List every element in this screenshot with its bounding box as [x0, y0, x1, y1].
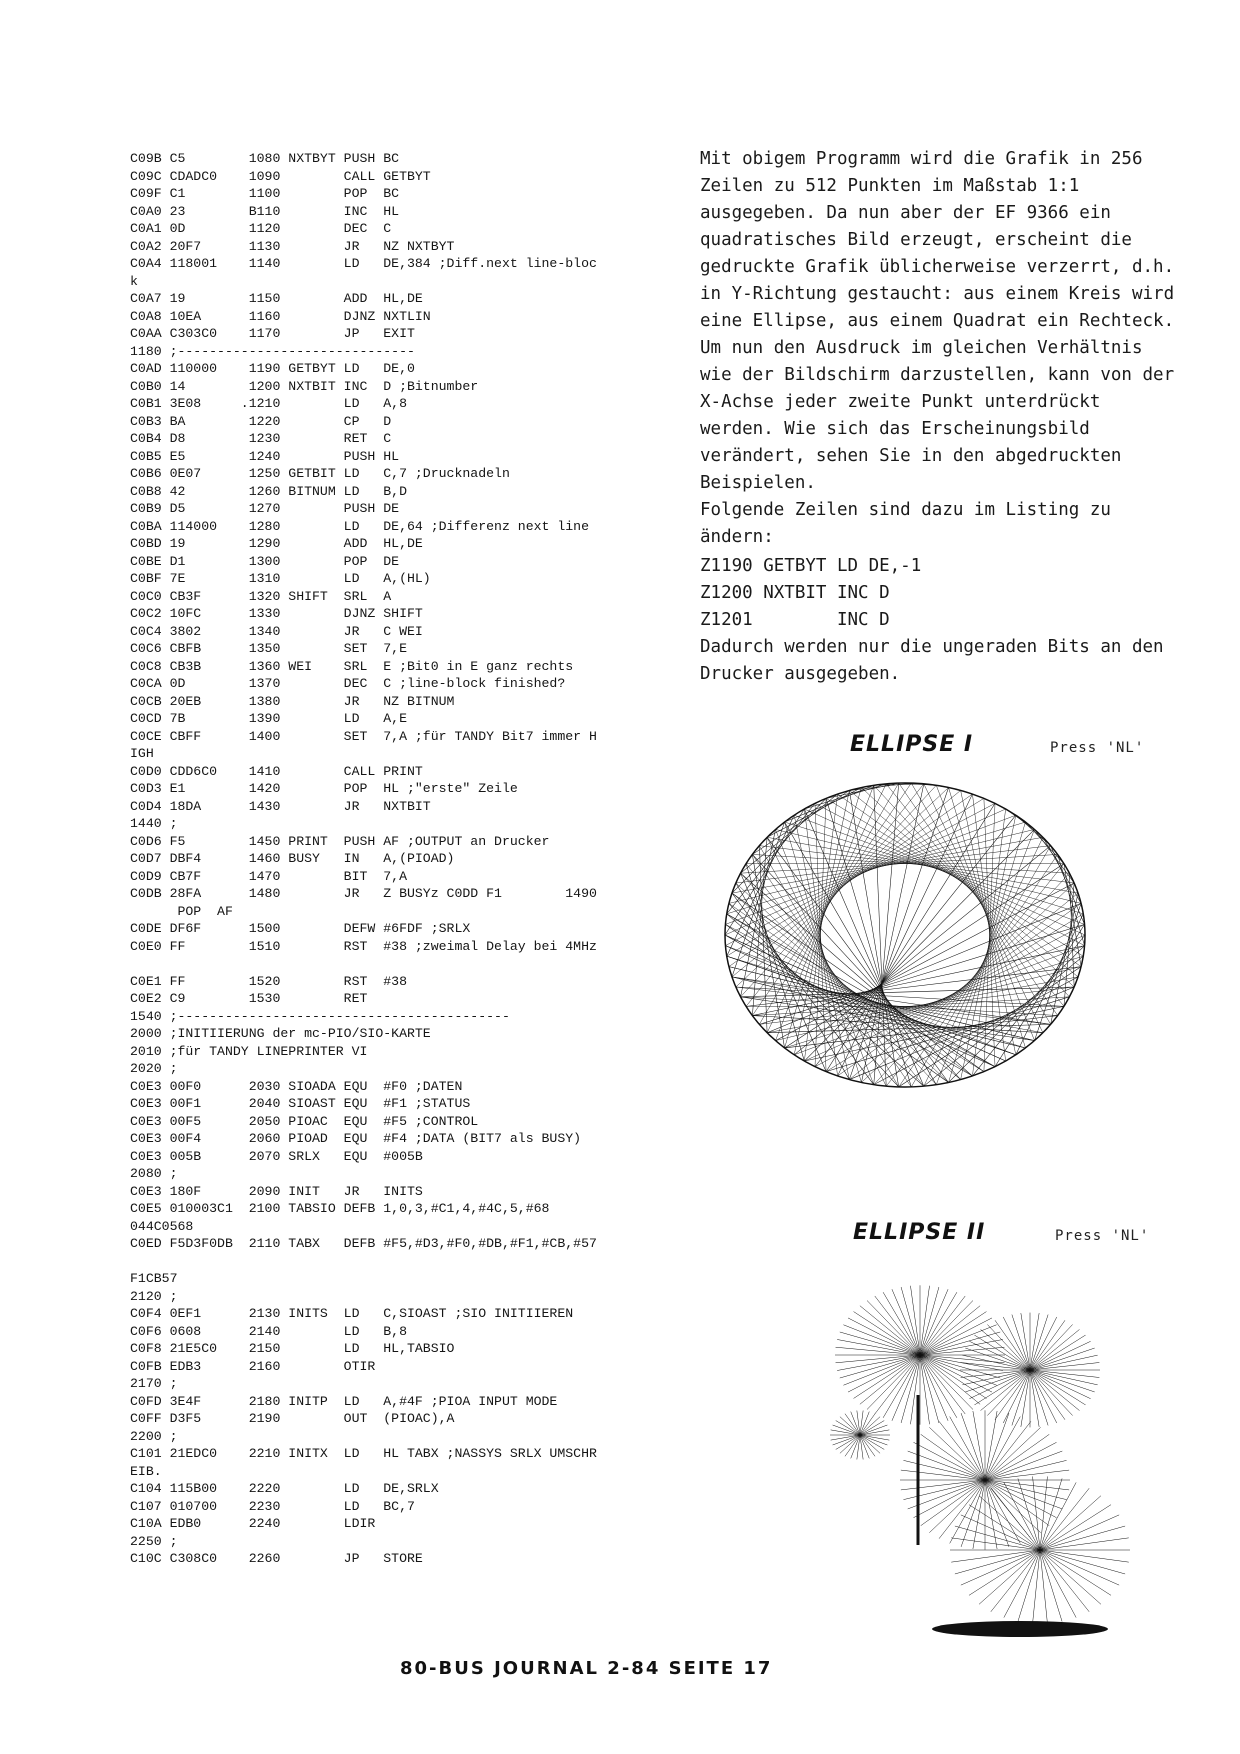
- ellipse-2-ray: [1040, 1550, 1089, 1612]
- ellipse-2-ray: [1012, 1370, 1030, 1425]
- ellipse-2-ray: [985, 1434, 1049, 1480]
- listing-line: 2170 ;: [130, 1376, 178, 1391]
- ellipse-2-ray: [840, 1332, 920, 1355]
- ellipse-2-ray: [892, 1355, 920, 1421]
- ellipse-2-ray: [920, 1312, 986, 1355]
- paragraph-1: Mit obigem Programm wird die Grafik in 256 Zeilen zu 512 Punkten im Maßstab 1:1 ausgegeben. Da nun aber der EF 9366 ein quadratisches Bild erzeugt, erscheint die gedruckte Grafik üblicherweise verzerrt, d.h. in Y-Richtung gestaucht: aus einem Kreis wird eine Ellipse, aus einem Quadrat ein Rechteck.: [700, 149, 1185, 331]
- ellipse-2-ray: [920, 1355, 948, 1421]
- ellipse-2-ray: [985, 1460, 1067, 1480]
- ellipse-1-stroke: [826, 783, 899, 798]
- ellipse-1-stroke: [752, 946, 1084, 1016]
- ellipse-2-ray: [979, 1496, 1040, 1550]
- ellipse-2-ray: [892, 1289, 920, 1355]
- listing-line: C09C CDADC0 1090 CALL GETBYT: [130, 168, 431, 184]
- ellipse-2-ray: [840, 1355, 920, 1378]
- ellipse-2-ray: [1012, 1315, 1030, 1370]
- listing-line: C0E3 00F4 2060 PIOAD EQU #F4 ;DATA (BIT7 als BUSY): [130, 1131, 582, 1146]
- listing-line: C0BE D1 1300 POP DE: [130, 553, 400, 569]
- ellipse-2-ray: [901, 1287, 920, 1355]
- ellipse-1-stroke: [767, 788, 861, 838]
- ellipse-1-stroke: [727, 815, 794, 956]
- listing-line: C0BD 19 1290 ADD HL,DE: [130, 536, 423, 551]
- listing-line: C0E2 C9 1530 RET: [130, 991, 368, 1006]
- ellipse-2-ray: [1040, 1550, 1125, 1574]
- listing-line: 1440 ;: [130, 816, 178, 831]
- listing-line: C10A EDB0 2240 LDIR: [130, 1516, 376, 1531]
- ellipse-2-ray: [833, 1425, 860, 1435]
- ellipse-2-ray: [962, 1370, 1030, 1385]
- ellipse-2-ray: [833, 1435, 860, 1445]
- listing-line: C0B6 0E07 1250 GETBIT LD C,7 ;Drucknadeln: [130, 466, 510, 481]
- listing-line: C0CD 7B 1390 LD A,E: [130, 711, 407, 726]
- ellipse-2-ray: [854, 1355, 920, 1398]
- ellipse-2-ray: [854, 1312, 920, 1355]
- ellipse-2-ray: [991, 1488, 1040, 1550]
- ellipse-2-ray: [860, 1306, 920, 1355]
- ellipse-2-ray: [969, 1370, 1030, 1399]
- ellipse-2-ray: [1040, 1550, 1047, 1624]
- ellipse-2-ray: [1040, 1505, 1111, 1550]
- ellipse-2-ray: [961, 1413, 985, 1480]
- paragraph-4: Dadurch werden nur die ungeraden Bits an den Drucker ausgegeben.: [700, 637, 1175, 684]
- ellipse-2-ray: [1018, 1550, 1040, 1622]
- ellipse-2-ray: [985, 1413, 1009, 1480]
- ellipse-2-ray: [962, 1355, 1030, 1370]
- ellipse-2-ray: [1040, 1550, 1101, 1604]
- listing-line: POP AF: [130, 903, 233, 919]
- listing-line: C0D6 F5 1450 PRINT PUSH AF ;OUTPUT an Drucker: [130, 833, 550, 849]
- ellipse-2-ray: [981, 1329, 1030, 1370]
- ellipse-2-ray: [920, 1306, 980, 1355]
- ellipse-2-ray: [1033, 1476, 1040, 1550]
- listing-line: C0E3 00F1 2040 SIOAST EQU #F1 ;STATUS: [130, 1096, 471, 1111]
- ellipse-2-ray: [985, 1480, 1009, 1547]
- listing-line: C0A2 20F7 1130 JR NZ NXTBYT: [130, 238, 455, 254]
- ellipse-2-ray: [969, 1550, 1040, 1595]
- ellipse-2-ray: [955, 1526, 1040, 1550]
- ellipse-2-ray: [920, 1339, 1003, 1355]
- ellipse-2-ray: [837, 1355, 920, 1371]
- listing-line: C0F4 0EF1 2130 INITS LD C,SIOAST ;SIO INITIIEREN: [130, 1306, 574, 1321]
- ellipse-2-ray: [1040, 1550, 1111, 1595]
- ellipse-2-ray: [1040, 1488, 1089, 1550]
- listing-line: C0A1 0D 1120 DEC C: [130, 221, 392, 236]
- ellipse-2-ray: [1030, 1370, 1065, 1420]
- listing-line: 1540 ;------------------------------------------: [130, 1008, 510, 1024]
- listing-line: 1180 ;------------------------------: [130, 343, 415, 359]
- ellipse-2-ray: [985, 1480, 1049, 1526]
- ellipse-2-ray: [929, 1427, 985, 1480]
- ellipse-2-ray: [920, 1355, 986, 1398]
- ellipse-2-ray: [1040, 1482, 1076, 1550]
- listing-line: C0BA 114000 1280 LD DE,64 ;Differenz next line: [130, 518, 589, 534]
- listing-line: C0D3 E1 1420 POP HL ;"erste" Zeile: [130, 781, 518, 796]
- ellipse-1-stroke: [741, 987, 1075, 997]
- ellipse-2-ray: [920, 1289, 948, 1355]
- ellipse-2-ray: [921, 1434, 985, 1480]
- ellipse-2-ray: [1030, 1370, 1048, 1425]
- ellipse-2-ray: [837, 1339, 920, 1355]
- ellipse-2-ray: [920, 1301, 973, 1355]
- listing-line: C0DE DF6F 1500 DEFW #6FDF ;SRLX: [130, 921, 471, 936]
- listing-line: 2020 ;: [130, 1061, 178, 1076]
- ellipse-2-ray: [929, 1480, 985, 1533]
- ellipse-2-ray: [1004, 1550, 1040, 1618]
- paragraph-2: Um nun den Ausdruck im gleichen Verhältnis wie der Bildschirm darzustellen, kann von der X-Achse jeder zweite Punkt unterdrückt werden. Wie sich das Erscheinungsbild verändert, sehen Sie in den abgedruckten Beispielen.: [700, 338, 1185, 493]
- listing-line: C0CB 20EB 1380 JR NZ BITNUM: [130, 693, 455, 709]
- ellipse-2-ray: [995, 1370, 1030, 1420]
- ellipse-1-stroke: [759, 924, 1084, 1024]
- ellipse-2-ray: [1030, 1315, 1048, 1370]
- ellipse-1-title: ELLIPSE I: [850, 732, 974, 757]
- ellipse-2-ray: [985, 1427, 1041, 1480]
- listing-line: C0FF D3F5 2190 OUT (PIOAC),A: [130, 1411, 455, 1426]
- listing-line: C0FB EDB3 2160 OTIR: [130, 1358, 376, 1374]
- listing-line: C0C4 3802 1340 JR C WEI: [130, 623, 423, 639]
- listing-line: 2120 ;: [130, 1288, 178, 1304]
- listing-line: 044C0568: [130, 1218, 194, 1234]
- ellipse-2-ray: [1030, 1341, 1091, 1370]
- listing-line: C0C2 10FC 1330 DJNZ SHIFT: [130, 606, 423, 621]
- ellipse-2-ray: [979, 1550, 1040, 1604]
- listing-line: C0E5 010003C1 2100 TABSIO DEFB 1,0,3,#C1,4,#4C,5,#68: [130, 1201, 550, 1216]
- ellipse-1-stroke: [785, 785, 874, 822]
- ellipse-2-ray: [1004, 1482, 1040, 1550]
- listing-line: C0DB 28FA 1480 JR Z BUSYz C0DD F1 1490: [130, 886, 597, 901]
- ellipse-2-ray: [867, 1355, 920, 1409]
- ellipse-2-ray: [1030, 1370, 1098, 1385]
- listing-line: C0E3 180F 2090 INIT JR INITS: [130, 1183, 423, 1199]
- listing-line: [130, 1253, 670, 1271]
- page-footer: 80-BUS JOURNAL 2-84 SEITE 17: [400, 1658, 773, 1679]
- ellipse-2-ray: [1033, 1550, 1040, 1624]
- code-line-2: Z1200 NXTBIT INC D: [700, 583, 890, 603]
- listing-line: C101 21EDC0 2210 INITX LD HL TABX ;NASSYS SRLX UMSCHR: [130, 1446, 597, 1461]
- listing-line: C0D7 DBF4 1460 BUSY IN A,(PIOAD): [130, 851, 455, 866]
- ellipse-2-ray: [955, 1550, 1040, 1574]
- listing-line: C0BF 7E 1310 LD A,(HL): [130, 571, 431, 586]
- listing-line: C0C8 CB3B 1360 WEI SRL E ;Bit0 in E ganz rechts: [130, 658, 574, 674]
- listing-line: C09B C5 1080 NXTBYT PUSH BC: [130, 151, 400, 166]
- ellipse-2-base: [932, 1621, 1108, 1637]
- listing-line: C0B0 14 1200 NXTBIT INC D ;Bitnumber: [130, 378, 479, 394]
- ellipse-2-ray: [1040, 1550, 1076, 1618]
- listing-line: C0FD 3E4F 2180 INITP LD A,#4F ;PIOA INPUT MODE: [130, 1393, 558, 1409]
- ellipse-1-stroke: [1043, 837, 1081, 903]
- listing-line: C0B3 BA 1220 CP D: [130, 413, 392, 429]
- listing-line: C0A4 118001 1140 LD DE,384 ;Diff.next line-bloc: [130, 256, 597, 271]
- listing-line: C0C6 CBFB 1350 SET 7,E: [130, 641, 407, 656]
- ellipse-1-graphic: [715, 775, 1095, 1095]
- ellipse-2-ray: [903, 1480, 985, 1500]
- listing-line: F1CB57: [130, 1271, 178, 1286]
- ellipse-2-ray: [991, 1550, 1040, 1612]
- code-line-1: Z1190 GETBYT LD DE,-1: [700, 556, 922, 576]
- ellipse-2-press-note: Press 'NL': [1055, 1228, 1150, 1244]
- listing-line: C0A7 19 1150 ADD HL,DE: [130, 291, 423, 306]
- ellipse-2-ray: [867, 1301, 920, 1355]
- ellipse-1-stroke: [826, 997, 1069, 1072]
- ellipse-1-stroke: [725, 924, 948, 1082]
- ellipse-1-stroke: [1034, 829, 1074, 883]
- ellipse-2-ray: [921, 1480, 985, 1526]
- listing-line: C104 115B00 2220 LD DE,SRLX: [130, 1481, 439, 1496]
- listing-line: C0D0 CDD6C0 1410 CALL PRINT: [130, 763, 423, 779]
- ellipse-2-ray: [920, 1287, 939, 1355]
- listing-line: 2010 ;für TANDY LINEPRINTER VI: [130, 1043, 368, 1059]
- ellipse-1-stroke: [849, 987, 1074, 1080]
- ellipse-2-ray: [920, 1355, 980, 1404]
- ellipse-1-stroke: [736, 883, 850, 1080]
- ellipse-2-ray: [1030, 1320, 1065, 1370]
- ellipse-1-stroke: [1034, 903, 1081, 1040]
- ellipse-1-press-note: Press 'NL': [1050, 740, 1145, 756]
- ellipse-1-stroke: [752, 854, 960, 1079]
- listing-line: C0D9 CB7F 1470 BIT 7,A: [130, 868, 407, 884]
- ellipse-2-ray: [1030, 1329, 1079, 1370]
- listing-line: C0AA C303C0 1170 JP EXIT: [130, 326, 415, 341]
- listing-line: C0CE CBFF 1400 SET 7,A ;für TANDY Bit7 immer H: [130, 728, 597, 744]
- ellipse-2-ray: [981, 1370, 1030, 1411]
- ellipse-2-ray: [920, 1355, 939, 1423]
- ellipse-1-stroke: [741, 873, 973, 1076]
- listing-line: C0E1 FF 1520 RST #38: [130, 973, 407, 989]
- listing-line: C0E3 00F5 2050 PIOAC EQU #F5 ;CONTROL: [130, 1113, 479, 1129]
- ellipse-2-ray: [961, 1480, 985, 1547]
- listing-line: C0E0 FF 1510 RST #38 ;zweimal Delay bei 4MHz: [130, 938, 597, 954]
- listing-line: IGH: [130, 746, 154, 761]
- listing-line: C09F C1 1100 POP BC: [130, 186, 400, 201]
- listing-line: C0A8 10EA 1160 DJNZ NXTLIN: [130, 308, 431, 324]
- listing-line: C0C0 CB3F 1320 SHIFT SRL A: [130, 588, 392, 604]
- ellipse-2-ray: [1030, 1370, 1091, 1399]
- listing-line: C0A0 23 B110 INC HL: [130, 203, 400, 219]
- ellipse-2-graphic: [820, 1285, 1160, 1645]
- listing-line: 2250 ;: [130, 1533, 178, 1549]
- ellipse-2-ray: [1030, 1355, 1098, 1370]
- ellipse-1-stroke: [874, 977, 1078, 1085]
- paragraph-3: Folgende Zeilen sind dazu im Listing zu ändern:: [700, 500, 1122, 547]
- listing-line: C0B8 42 1260 BITNUM LD B,D: [130, 483, 407, 499]
- listing-line: C10C C308C0 2260 JP STORE: [130, 1551, 423, 1566]
- ellipse-2-ray: [860, 1355, 920, 1404]
- ellipse-2-title: ELLIPSE II: [853, 1220, 986, 1245]
- listing-line: C107 010700 2230 LD BC,7: [130, 1498, 415, 1514]
- ellipse-2-ray: [860, 1425, 887, 1435]
- code-line-3: Z1201 INC D: [700, 610, 890, 630]
- listing-line: C0AD 110000 1190 GETBYT LD DE,0: [130, 361, 415, 376]
- listing-line: C0B5 E5 1240 PUSH HL: [130, 448, 400, 464]
- listing-line: EIB.: [130, 1463, 162, 1479]
- listing-line: 2200 ;: [130, 1428, 178, 1444]
- article-text: [700, 146, 1185, 688]
- ellipse-2-ray: [860, 1435, 887, 1445]
- listing-line: 2080 ;: [130, 1166, 178, 1181]
- listing-line: C0B1 3E08 .1210 LD A,8: [130, 396, 407, 411]
- listing-line: C0D4 18DA 1430 JR NXTBIT: [130, 798, 431, 814]
- listing-line: C0E3 005B 2070 SRLX EQU #005B: [130, 1148, 423, 1164]
- listing-line: C0ED F5D3F0DB 2110 TABX DEFB #F5,#D3,#F0,#DB,#F1,#CB,#57: [130, 1236, 597, 1251]
- listing-line: C0B9 D5 1270 PUSH DE: [130, 501, 400, 516]
- ellipse-2-ray: [1030, 1370, 1079, 1411]
- listing-line: [130, 955, 670, 973]
- ellipse-2-ray: [1040, 1476, 1047, 1550]
- listing-line: C0F8 21E5C0 2150 LD HL,TABSIO: [130, 1341, 455, 1356]
- listing-line: C0CA 0D 1370 DEC C ;line-block finished?: [130, 676, 566, 691]
- ellipse-2-ray: [903, 1460, 985, 1480]
- listing-line: C0E3 00F0 2030 SIOADA EQU #F0 ;DATEN: [130, 1078, 463, 1094]
- ellipse-2-ray: [1040, 1550, 1062, 1622]
- ellipse-2-ray: [1040, 1478, 1062, 1550]
- ellipse-1-stroke: [727, 914, 924, 1086]
- ellipse-2-ray: [1040, 1526, 1125, 1550]
- listing-line: 2000 ;INITIIERUNG der mc-PIO/SIO-KARTE: [130, 1026, 431, 1041]
- listing-line: C0B4 D8 1230 RET C: [130, 431, 392, 446]
- listing-line: C0F6 0608 2140 LD B,8: [130, 1323, 407, 1339]
- assembly-listing: [130, 150, 670, 1568]
- listing-line: k: [130, 273, 138, 289]
